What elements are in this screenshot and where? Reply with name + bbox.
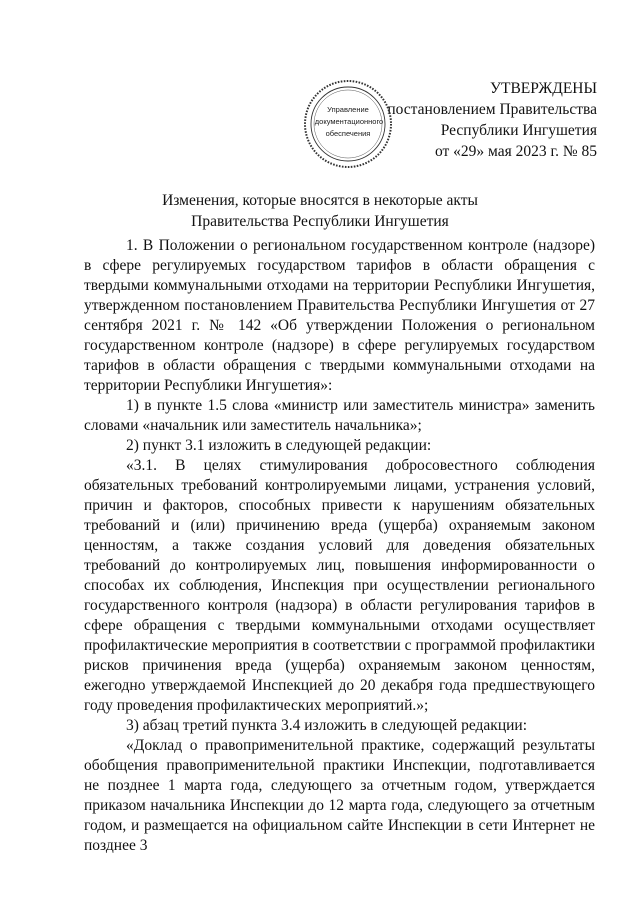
approval-republic-line: Республики Ингушетия: [440, 122, 597, 139]
document-title: [60, 190, 580, 232]
paragraph-5: 3) абзац третий пункта 3.4 изложить в следующей редакции:: [126, 717, 528, 734]
approval-date-line: от «29» мая 2023 г. № 85: [434, 143, 597, 160]
paragraph-2: 1) в пункте 1.5 слова «министр или заместитель министра» заменить словами «начальник или заместитель начальника»;: [84, 397, 595, 434]
stamp-seal: [302, 78, 394, 170]
approval-heading: УТВЕРЖДЕНЫ: [490, 80, 597, 97]
title-line-1: Изменения, которые вносятся в некоторые акты: [162, 192, 478, 209]
approval-resolution-line: постановлением Правительства: [387, 101, 597, 118]
stamp-text-line-3: обеспечения: [325, 129, 371, 138]
stamp-text-line-2: документационного: [314, 117, 384, 126]
stamp-text-line-1: Управление: [327, 105, 369, 114]
document-body: [84, 236, 595, 856]
paragraph-1: 1. В Положении о региональном государственном контроле (надзоре) в сфере регулируемых государством тарифов в области обращения с твердыми коммунальными отходами на территории Республики Ингушетия, утвержденном постановлением Правительства Республики Ингушетия от 27 сентября 2021 г. № 142 «Об утверждении Положения о региональном государственном контроле (надзоре) в сфере регулируемых государством тарифов в области обращения с твердыми коммунальными отходами на территории Республики Ингушетия»:: [84, 237, 595, 394]
paragraph-4: «3.1. В целях стимулирования добросовестного соблюдения обязательных требований контролируемыми лицами, устранения условий, причин и факторов, способных привести к нарушениям обязательных требований и (или) причинению вреда (ущерба) охраняемым законом ценностям, а также создания условий для доведения обязательных требований до контролируемых лиц, повышения информированности о способах их соблюдения, Инспекция при осуществлении регионального государственного контроля (надзора) в области регулирования тарифов в сфере обращения с твердыми коммунальными отходами осуществляет профилактические мероприятия в соответствии с программой профилактики рисков причинения вреда (ущерба) охраняемым законом ценностям, ежегодно утверждаемой Инспекцией до 20 декабря года предшествующего году проведения профилактических мероприятий.»;: [84, 457, 595, 714]
title-line-2: Правительства Республики Ингушетия: [191, 213, 449, 230]
paragraph-3: 2) пункт 3.1 изложить в следующей редакции:: [126, 437, 432, 454]
paragraph-6: «Доклад о правоприменительной практике, содержащий результаты обобщения правоприменительной практики Инспекции, подготавливается не позднее 1 марта года, следующего за отчетным годом, утверждается приказом начальника Инспекции до 12 марта года, следующего за отчетным годом, и размещается на официальном сайте Инспекции в сети Интернет не позднее 3: [84, 737, 595, 854]
